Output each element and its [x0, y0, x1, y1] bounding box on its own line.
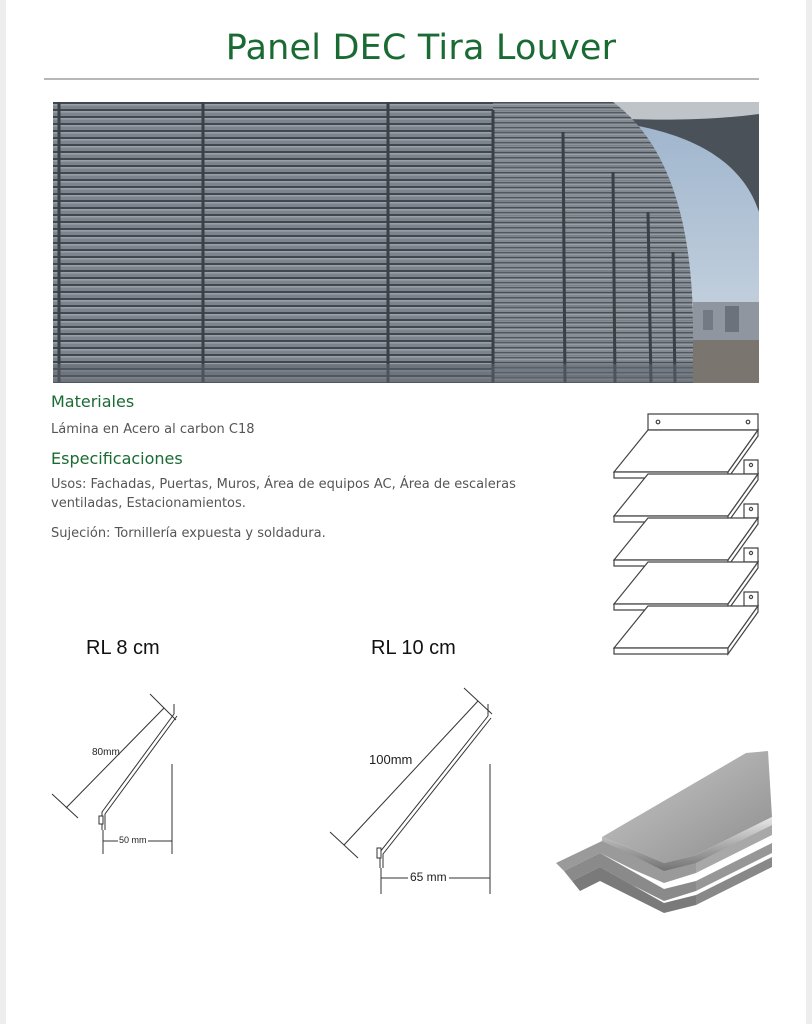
specs-heading: Especificaciones	[51, 449, 183, 468]
page-title: Panel DEC Tira Louver	[225, 28, 617, 68]
profile-10cm-drawing	[324, 682, 494, 898]
materials-heading: Materiales	[51, 392, 135, 411]
profile-8cm-length-dim: 80mm	[92, 747, 120, 758]
blade-product-photo	[546, 745, 778, 915]
profile-8cm-base-dim: 50 mm	[119, 835, 147, 845]
catalog-page	[6, 0, 806, 1024]
stacked-blades-illustration	[606, 412, 766, 658]
profile-10cm-length-dim: 100mm	[369, 752, 413, 767]
uses-line-2: ventiladas, Estacionamientos.	[51, 496, 246, 511]
fastening-text: Sujeción: Tornillería expuesta y soldadura.	[51, 526, 326, 541]
profile-8cm-label: RL 8 cm	[86, 637, 160, 659]
materials-text: Lámina en Acero al carbon C18	[51, 422, 255, 437]
profile-8cm-drawing	[46, 690, 186, 860]
uses-line-1: Usos: Fachadas, Puertas, Muros, Área de equipos AC, Área de escaleras	[51, 477, 516, 492]
title-divider	[44, 78, 759, 80]
profile-10cm-base-dim: 65 mm	[410, 870, 447, 884]
louver-facade-photo	[53, 102, 759, 383]
profile-10cm-label: RL 10 cm	[371, 637, 456, 659]
